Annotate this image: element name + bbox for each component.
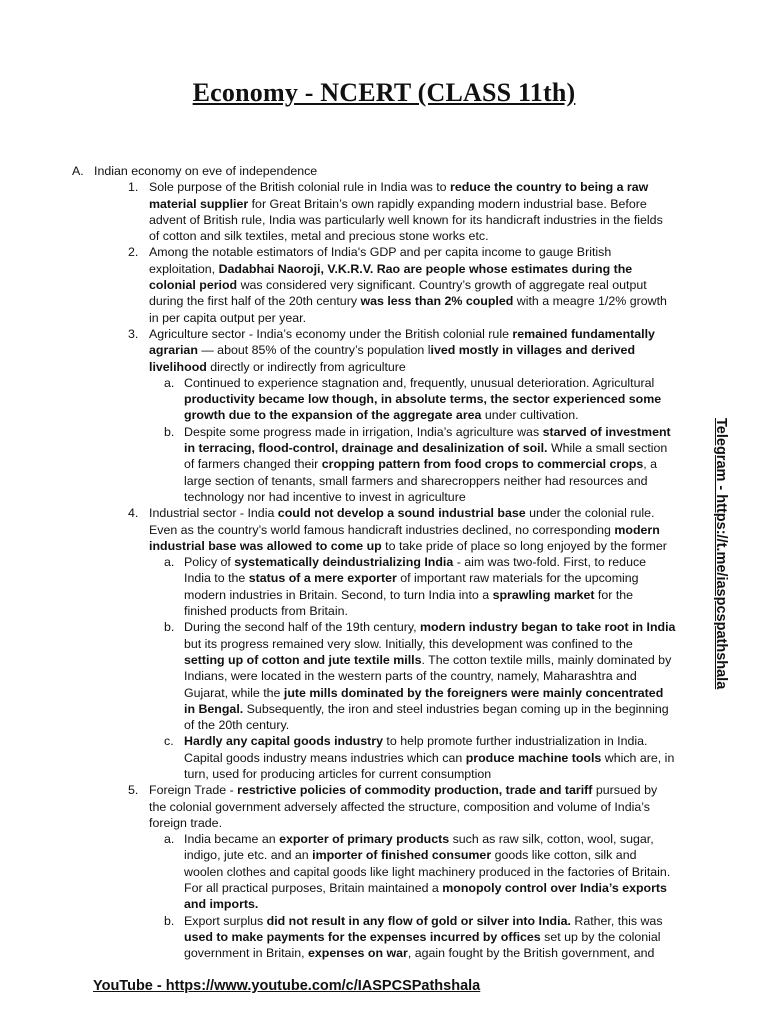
bold-text: starved of investment in terracing, flood-control, drainage and desalinization of soil. — [184, 424, 671, 456]
text-run: was considered very significant. Country’s growth of aggregate real output during the first half of the 20th century — [149, 278, 647, 309]
bold-text: systematically deindustrializing India — [234, 555, 454, 570]
text-run: Sole purpose of the British colonial rule in India was to — [149, 180, 450, 195]
text-run: Rather, this was — [570, 913, 663, 928]
bold-text: productivity became low though, in absolute terms, the sector experienced some growth due to the expansion of the aggregate area — [184, 392, 662, 423]
text-run: under cultivation. — [481, 408, 579, 423]
section-a — [72, 163, 676, 962]
section-heading: Indian economy on eve of independence — [94, 164, 318, 178]
text-run: for Great Britain’s own rapidly expanding modern industrial base. Before advent of British rule, India was particularly well known for its handicraft industries in the fields of cotton and silk textiles, metal and precious stone works etc. — [149, 196, 663, 244]
text-run: for the finished products from Britain. — [184, 587, 634, 619]
list-item — [94, 244, 676, 325]
bold-text: expenses on war — [307, 946, 408, 961]
text-run: of important raw materials for the upcoming modern industries in Britain. Second, to turn India into a — [184, 571, 639, 602]
text-run: such as raw silk, cotton, wool, sugar, indigo, jute etc. and an — [184, 832, 654, 863]
text-run: to take pride of place so long enjoyed by the former — [381, 538, 667, 553]
numbered-list — [94, 179, 676, 961]
sub-item-text — [184, 554, 676, 619]
text-run: , again fought by the British government, and — [407, 946, 655, 961]
bold-text: remained fundamentally agrarian — [149, 326, 655, 358]
bold-text: status of a mere exporter — [248, 571, 397, 586]
bold-text: sprawling market — [492, 587, 595, 602]
text-run: — about 85% of the country’s population l — [197, 343, 431, 358]
document-body — [72, 163, 676, 962]
sub-item-text — [184, 375, 676, 424]
youtube-link[interactable]: YouTube - https://www.youtube.com/c/IASPCSPathshala — [93, 978, 481, 994]
telegram-link-vertical[interactable] — [711, 418, 731, 708]
text-run: directly or indirectly from agriculture — [206, 359, 406, 374]
text-run: Among the notable estimators of India's GDP and per capita income to gauge British exploitation, — [149, 245, 612, 276]
item-number: 5. — [128, 783, 139, 798]
text-run: to help promote further industrialization in India. Capital goods industry means industries which can — [184, 734, 648, 765]
bold-text: was less than 2% coupled — [360, 294, 514, 309]
bold-text: restrictive policies of commodity production, trade and tariff — [237, 783, 593, 798]
document-title: Economy - NCERT (CLASS 11th) — [192, 78, 576, 107]
bold-text: Dadabhai Naoroji, V.K.R.V. Rao are people whose estimates during the colonial period — [149, 261, 633, 293]
bold-text: could not develop a sound industrial base — [277, 506, 526, 521]
sub-item-letter: b. — [164, 620, 175, 635]
text-run: goods like cotton, silk and woolen clothes and capital goods like light machinery produced in the factories of Britain. For all practical purposes, Britain maintained a — [184, 848, 671, 896]
sub-list-item — [94, 913, 676, 962]
sub-item-text — [184, 619, 676, 733]
bold-text: jute mills dominated by the foreigners were mainly concentrated in Bengal. — [184, 685, 664, 716]
text-run: - aim was two-fold. First, to reduce India to the — [184, 555, 647, 586]
sub-item-text — [184, 831, 676, 912]
item-number: 3. — [128, 326, 139, 341]
list-item — [94, 179, 676, 244]
sub-item-letter: b. — [164, 424, 175, 439]
sub-list-item — [94, 375, 676, 424]
sub-item-text — [184, 424, 676, 505]
sub-item-letter: a. — [164, 375, 175, 390]
bold-text: monopoly control over India’s exports and imports. — [184, 881, 667, 912]
text-run: under the colonial rule. Even as the country’s world famous handicraft industries declined, no corresponding — [149, 506, 655, 537]
text-run: Industrial sector - India — [149, 506, 278, 521]
item-number: 1. — [128, 180, 139, 195]
item-text — [149, 782, 676, 831]
bold-text: importer of finished consumer — [312, 848, 492, 863]
telegram-link-text[interactable]: Telegram - https://t.me/iaspcspathshala — [713, 418, 729, 690]
item-text — [149, 505, 676, 554]
item-text — [149, 326, 676, 375]
bold-text: did not result in any flow of gold or silver into India. — [266, 913, 571, 928]
bold-text: produce machine tools — [465, 750, 602, 765]
sub-list-item — [94, 831, 676, 912]
text-run: Export surplus — [184, 913, 267, 928]
list-item — [94, 782, 676, 831]
text-run: Despite some progress made in irrigation, India’s agriculture was — [184, 424, 543, 439]
sub-item-letter: c. — [164, 734, 174, 749]
text-run: India became an — [184, 832, 280, 847]
bold-text: Hardly any capital goods industry — [184, 734, 383, 749]
section-marker: A. — [72, 164, 84, 178]
list-item — [94, 505, 676, 554]
bold-text: exporter of primary products — [279, 832, 450, 847]
sub-item-letter: b. — [164, 913, 175, 928]
sub-list-item — [94, 424, 676, 505]
bold-text: setting up of cotton and jute textile mills — [184, 652, 422, 667]
sub-list-item — [94, 733, 676, 782]
text-run: pursued by the colonial government adversely affected the structure, composition and volume of India’s foreign trade. — [149, 783, 658, 830]
text-run: Continued to experience stagnation and, frequently, unusual deterioration. Agricultural — [184, 375, 655, 390]
bold-text: cropping pattern from food crops to commercial crops — [321, 457, 644, 472]
text-run: Foreign Trade - — [149, 783, 238, 798]
sub-item-letter: a. — [164, 832, 175, 847]
text-run: . The cotton textile mills, mainly dominated by Indians, were located in the western parts of the country, namely, Maharashtra and Gujarat, while the — [184, 652, 672, 700]
text-run: While a small section of farmers changed their — [184, 441, 668, 472]
text-run: but its progress remained very slow. Initially, this development was confined to the — [184, 636, 633, 651]
text-run: Agriculture sector - India’s economy under the British colonial rule — [149, 326, 513, 341]
bold-text: ived mostly in villages and derived livelihood — [149, 343, 636, 374]
bold-text: modern industry began to take root in India — [420, 620, 676, 635]
item-number: 4. — [128, 506, 139, 521]
text-run: , a large section of tenants, small farmers and sharecroppers neither had resources and technology nor had incentive to invest in agriculture — [184, 457, 658, 504]
sub-item-text — [184, 733, 676, 782]
sub-list-item — [94, 619, 676, 733]
list-item — [94, 326, 676, 375]
sub-item-text — [184, 913, 676, 962]
text-run: During the second half of the 19th century, — [184, 620, 421, 635]
item-text — [149, 179, 676, 244]
sub-item-letter: a. — [164, 555, 175, 570]
bold-text: modern industrial base was allowed to come up — [149, 522, 660, 553]
text-run: Policy of — [184, 555, 235, 570]
item-text — [149, 244, 676, 325]
bold-text: used to make payments for the expenses incurred by offices — [184, 929, 541, 944]
text-run: with a meagre 1/2% growth in per capita output per year. — [149, 294, 667, 325]
text-run: Subsequently, the iron and steel industries began coming up in the beginning of the 20th century. — [184, 701, 669, 733]
sub-list-item — [94, 554, 676, 619]
text-run: set up by the colonial government in Britain, — [184, 929, 661, 961]
text-run: which are, in turn, used for producing articles for current consumption — [184, 750, 675, 781]
bold-text: reduce the country to being a raw material supplier — [149, 180, 649, 211]
item-number: 2. — [128, 245, 139, 260]
